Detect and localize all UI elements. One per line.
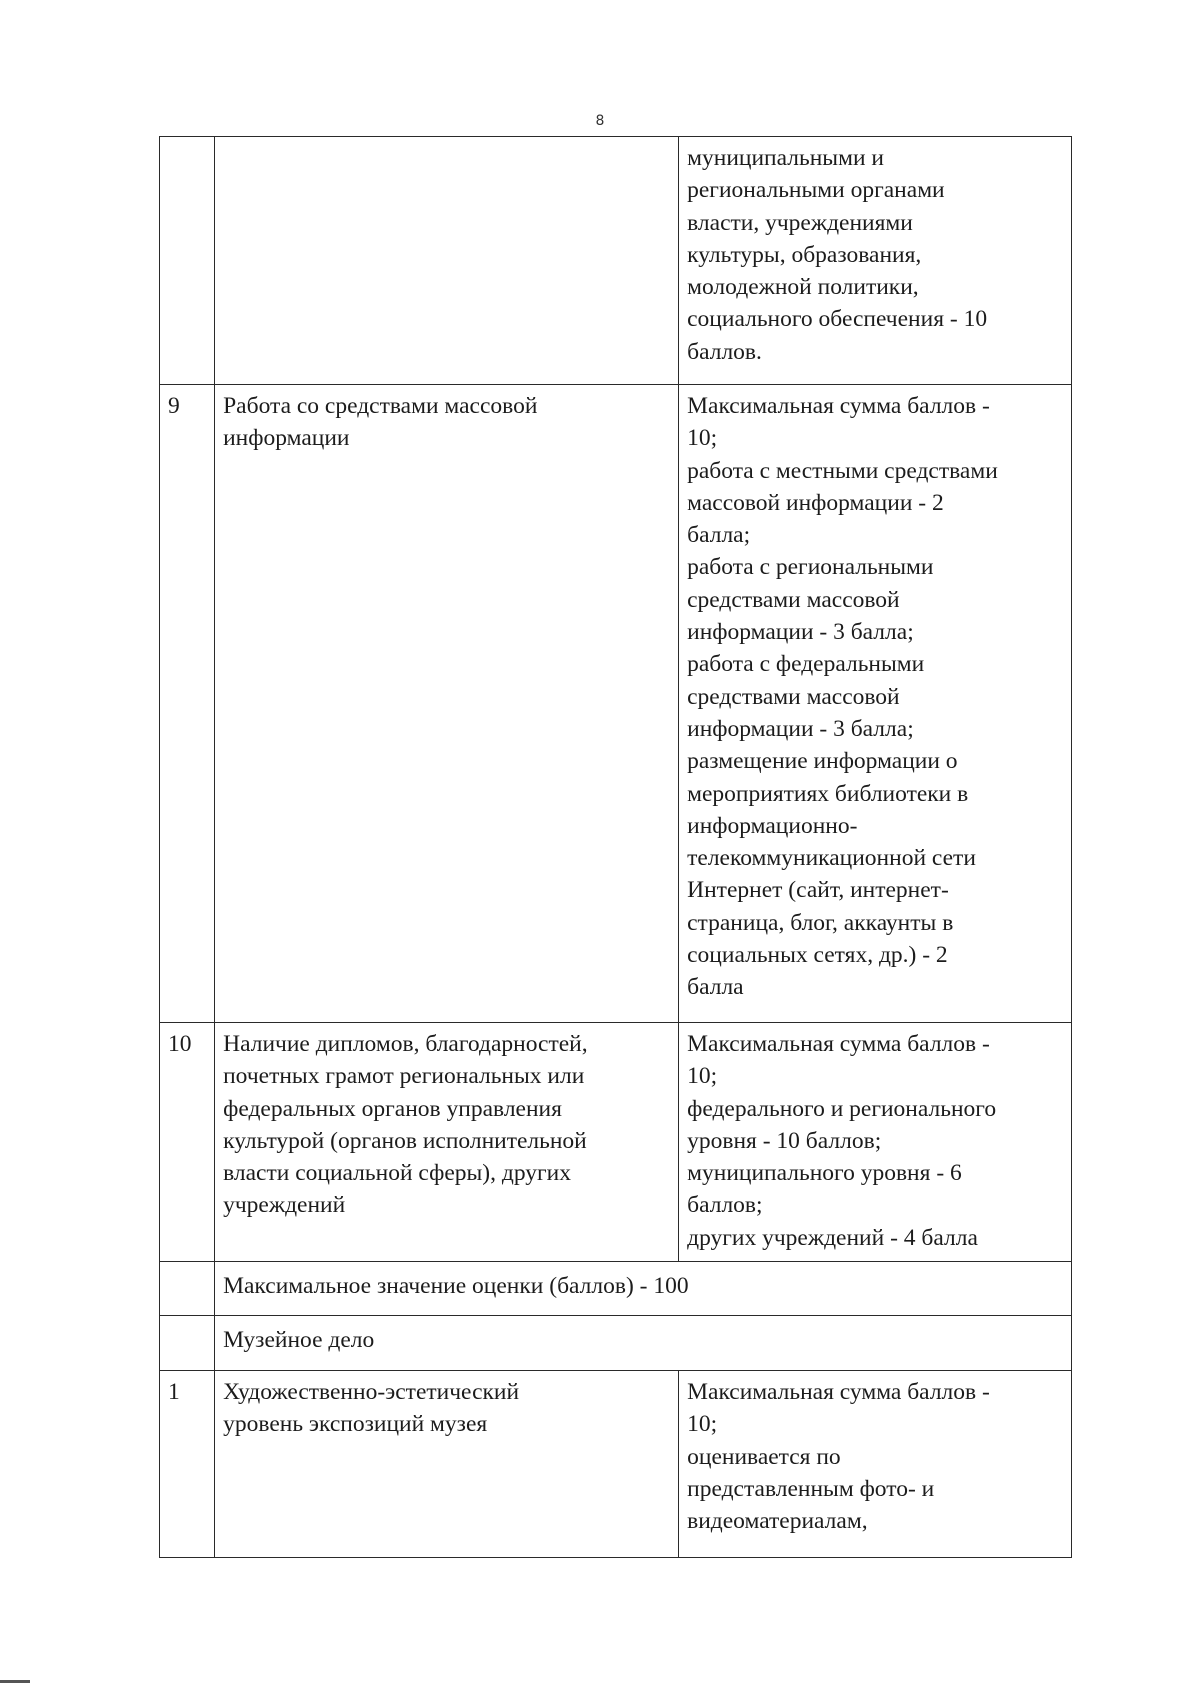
table-row (160, 385, 1072, 1023)
page-number: 8 (595, 113, 605, 129)
row-number-cell: 10 (160, 1023, 215, 1262)
table-row (160, 1023, 1072, 1262)
criterion-cell: Наличие дипломов, благодарностей, почетных грамот региональных или федеральных органов управления культурой (органов исполнительной власти социальной сферы), других учреждений (215, 1023, 679, 1262)
criterion-cell: Работа со средствами массовой информации (215, 385, 679, 1023)
criterion-cell: Художественно-эстетический уровень экспозиций музея (215, 1371, 679, 1558)
total-row (160, 1262, 1072, 1316)
table-row (160, 137, 1072, 385)
total-cell: Максимальное значение оценки (баллов) - 100 (215, 1262, 1072, 1316)
row-number-cell: 1 (160, 1371, 215, 1558)
row-number-cell (160, 1316, 215, 1371)
row-number-cell (160, 1262, 215, 1316)
section-row (160, 1316, 1072, 1371)
scan-edge-mark (0, 1680, 30, 1683)
score-cell: Максимальная сумма баллов - 10; работа с местными средствами массовой информации - 2 балла; работа с региональными средствами массовой информации - 3 балла; работа с федеральными средствами массовой информации - 3 балла; размещение информации о мероприятиях библиотеки в информационно- телекоммуникационной сети Интернет (сайт, интернет- страница, блог, аккаунты в социальных сетях, др.) - 2 балла (679, 385, 1072, 1023)
row-number-cell: 9 (160, 385, 215, 1023)
score-cell: Максимальная сумма баллов - 10; федерального и регионального уровня - 10 баллов; муниципального уровня - 6 баллов; других учреждений - 4 балла (679, 1023, 1072, 1262)
table-row (160, 1371, 1072, 1558)
score-cell: Максимальная сумма баллов - 10; оценивается по представленным фото- и видеоматериалам, (679, 1371, 1072, 1558)
row-number-cell (160, 137, 215, 385)
criteria-table (159, 136, 1072, 1558)
criterion-cell (215, 137, 679, 385)
section-title-cell: Музейное дело (215, 1316, 1072, 1371)
score-cell: муниципальными и региональными органами власти, учреждениями культуры, образования, молодежной политики, социального обеспечения - 10 баллов. (679, 137, 1072, 385)
